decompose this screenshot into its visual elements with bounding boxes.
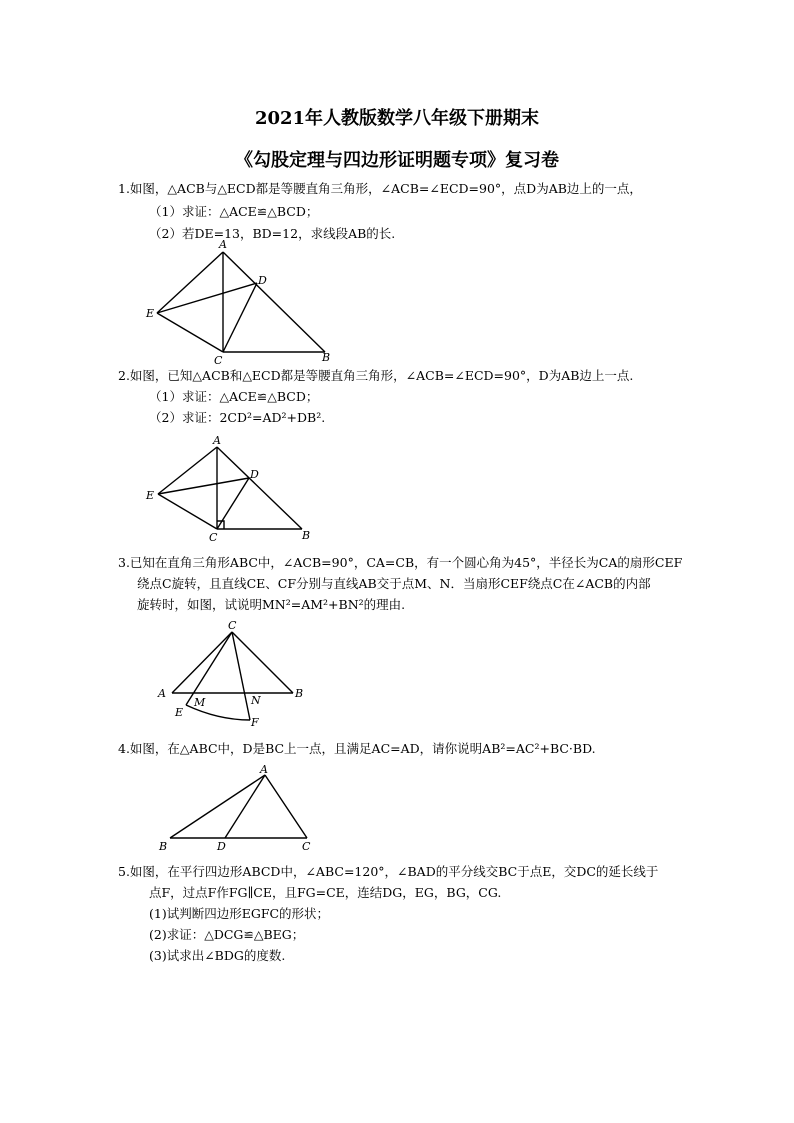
q3-line1: 3.已知在直角三角形ABC中，∠ACB=90°，CA=CB，有一个圆心角为45°，半径长为CA的扇形CEF: [118, 555, 683, 570]
q5-part1: (1)试判断四边形EGFC的形状；: [149, 906, 330, 921]
q2-label-b: B: [302, 529, 311, 542]
q3-figure: [150, 616, 315, 728]
q4-figure: [145, 760, 325, 855]
q2-label-c: C: [209, 531, 218, 544]
q1-stem: 1.如图，△ACB与△ECD都是等腰直角三角形，∠ACB=∠ECD=90°，点D为AB边上的一点，: [118, 181, 642, 196]
q3-label-a: A: [158, 687, 166, 700]
q2-label-e: E: [146, 489, 155, 502]
q1-line-ed: [157, 283, 257, 313]
q2-label-d: D: [250, 468, 259, 481]
q1-label-a: A: [219, 238, 227, 251]
q2-line-ab: [217, 447, 302, 529]
q1-label-e: E: [146, 307, 155, 320]
q4-line-ad: [225, 775, 265, 838]
q3-label-b: B: [295, 687, 304, 700]
q5-line1: 5.如图，在平行四边形ABCD中，∠ABC=120°，∠BAD的平分线交BC于点E，交DC的延长线于: [118, 864, 659, 879]
q4-label-a: A: [260, 763, 268, 776]
q3-line-cb: [232, 632, 293, 693]
q1-line-ec: [157, 313, 223, 352]
q3-label-f: F: [251, 716, 259, 728]
q1-label-c: C: [214, 354, 223, 366]
q3-label-e: E: [175, 706, 184, 719]
q4-label-d: D: [217, 840, 226, 853]
q2-part1: （1）求证：△ACE≌△BCD；: [149, 389, 319, 404]
q1-label-b: B: [322, 351, 331, 364]
q3-line3: 旋转时，如图，试说明MN²=AM²+BN²的理由.: [137, 597, 406, 612]
q2-line-ec: [158, 494, 217, 529]
q3-label-n: N: [251, 694, 261, 707]
q2-line-ea: [158, 447, 217, 494]
q5-line2: 点F，过点F作FG∥CE，且FG=CE，连结DG，EG，BG，CG.: [149, 885, 502, 900]
q3-line2: 绕点C旋转，且直线CE、CF分别与直线AB交于点M、N．当扇形CEF绕点C在∠ACB的内部: [137, 576, 651, 591]
q1-line-ab: [223, 252, 325, 352]
q2-part2: （2）求证：2CD²=AD²+DB².: [149, 410, 326, 425]
q2-line-ed: [158, 478, 249, 494]
q4-label-c: C: [302, 840, 311, 853]
q3-label-m: M: [194, 696, 206, 709]
q2-stem: 2.如图，已知△ACB和△ECD都是等腰直角三角形，∠ACB=∠ECD=90°，D为AB边上一点.: [118, 368, 634, 383]
q5-part2: (2)求证：△DCG≌△BEG；: [149, 927, 305, 942]
q4-label-b: B: [159, 840, 168, 853]
q1-figure: [140, 236, 340, 366]
q2-figure: [140, 432, 320, 544]
q1-line-ea: [157, 252, 223, 313]
q1-part1: （1）求证：△ACE≌△BCD；: [149, 204, 319, 219]
q4-line-ba: [170, 775, 265, 838]
q1-part2: （2）若DE=13，BD=12，求线段AB的长.: [149, 226, 396, 241]
q3-line-ce: [186, 632, 232, 705]
q3-line-ca: [172, 632, 232, 693]
page-subtitle: 《勾股定理与四边形证明题专项》复习卷: [235, 150, 559, 171]
q1-line-cd: [223, 283, 257, 352]
q4-line-ac: [265, 775, 307, 838]
q1-label-d: D: [258, 274, 267, 287]
q2-label-a: A: [213, 434, 221, 447]
q3-line-cf: [232, 632, 250, 720]
q5-part3: (3)试求出∠BDG的度数.: [149, 948, 286, 963]
page-title: 2021年人教版数学八年级下册期末: [254, 108, 540, 129]
q4-stem: 4.如图，在△ABC中，D是BC上一点，且满足AC=AD，请你说明AB²=AC²+BC·BD.: [118, 741, 596, 756]
q3-label-c: C: [228, 619, 237, 632]
